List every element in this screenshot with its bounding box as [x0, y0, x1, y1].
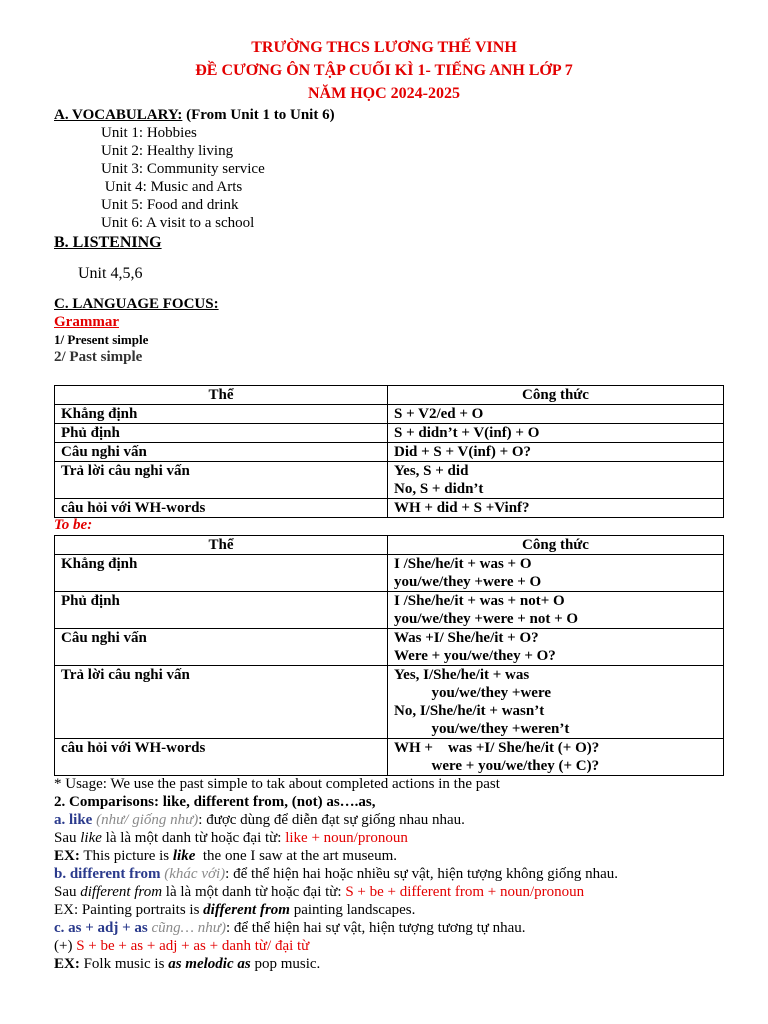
language-focus-heading: C. LANGUAGE FOCUS:	[54, 296, 219, 312]
as-as-label: c. as + adj + as	[54, 920, 148, 936]
different-from-example-post: painting landscapes.	[289, 902, 416, 918]
past-simple-formula-line: WH + did + S +Vinf?	[394, 500, 530, 516]
listening-heading: B. LISTENING	[54, 234, 162, 251]
past-simple-header-form: Thể	[55, 386, 388, 405]
like-text: : được dùng để diễn đạt sự giống nhau nhau.	[198, 812, 465, 828]
past-simple-form-cell: Trả lời câu nghi vấn	[55, 462, 388, 499]
to-be-formula-line: WH + was +I/ She/he/it (+ O)?	[394, 740, 600, 756]
like-example	[54, 848, 397, 865]
like-example-label: EX:	[54, 848, 80, 864]
vocab-unit-5: Unit 5: Food and drink	[101, 197, 239, 213]
as-as-text: : để thể hiện hai sự vật, hiện tượng tương tự nhau.	[225, 920, 526, 936]
different-from-gloss: (khác với)	[160, 866, 226, 882]
as-as-example	[54, 956, 320, 973]
like-rule-pre: Sau	[54, 830, 81, 846]
to-be-formula-line: I /She/he/it + was + not+ O	[394, 593, 565, 609]
past-simple-header-formula: Công thức	[388, 386, 724, 405]
to-be-formula-line: you/we/they +were + O	[394, 574, 542, 590]
vocabulary-note: (From Unit 1 to Unit 6)	[182, 107, 335, 123]
as-as-rule	[54, 938, 309, 955]
to-be-formula-cell	[388, 592, 724, 629]
past-simple-formula-line: Yes, S + did	[394, 463, 469, 479]
to-be-formula-line: you/we/they +were	[394, 685, 551, 701]
different-from-example	[54, 902, 415, 919]
like-rule	[54, 830, 408, 847]
vocab-unit-1: Unit 1: Hobbies	[101, 125, 197, 141]
grammar-heading: Grammar	[54, 314, 119, 330]
like-gloss: (như/ giống như)	[92, 812, 199, 828]
past-simple-formula-cell	[388, 405, 724, 424]
table-row	[55, 424, 724, 443]
to-be-formula-line: you/we/they +weren’t	[394, 721, 570, 737]
different-from-formula: S + be + different from + noun/pronoun	[345, 884, 585, 900]
to-be-header-row	[55, 536, 724, 555]
to-be-form-cell: Trả lời câu nghi vấn	[55, 666, 388, 739]
document-title: ĐỀ CƯƠNG ÔN TẬP CUỐI KÌ 1- TIẾNG ANH LỚP 7	[195, 62, 573, 79]
different-from-text: : để thể hiện hai hoặc nhiều sự vật, hiện tượng không giống nhau.	[225, 866, 619, 882]
to-be-formula-line: I /She/he/it + was + O	[394, 556, 532, 572]
to-be-formula-cell	[388, 555, 724, 592]
to-be-form-cell: Phủ định	[55, 592, 388, 629]
past-simple-form-cell: câu hỏi với WH-words	[55, 499, 388, 518]
usage-note: * Usage: We use the past simple to tak about completed actions in the past	[54, 776, 500, 792]
grammar-item-past-simple: 2/ Past simple	[54, 349, 143, 365]
past-simple-formula-cell	[388, 424, 724, 443]
as-as-example-word: as melodic as	[168, 956, 251, 972]
like-example-post: the one I saw at the art museum.	[195, 848, 397, 864]
as-as-gloss: cũng… như)	[147, 920, 226, 936]
table-row	[55, 555, 724, 592]
different-from-label: b. different from	[54, 866, 161, 882]
past-simple-formula-line: S + V2/ed + O	[394, 406, 484, 422]
different-from-rule	[54, 884, 584, 901]
to-be-formula-line: you/we/they +were + not + O	[394, 611, 579, 627]
past-simple-formula-cell	[388, 462, 724, 499]
like-formula: like + noun/pronoun	[285, 830, 408, 846]
past-simple-formula-line: Did + S + V(inf) + O?	[394, 444, 532, 460]
school-name: TRƯỜNG THCS LƯƠNG THẾ VINH	[251, 39, 517, 56]
past-simple-form-cell: Câu nghi vấn	[55, 443, 388, 462]
past-simple-form-cell: Phủ định	[55, 424, 388, 443]
to-be-formula-line: Were + you/we/they + O?	[394, 648, 556, 664]
like-rule-mid: là là một danh từ hoặc đại từ:	[101, 830, 286, 846]
like-example-word: like	[172, 848, 196, 864]
different-from-rule-pre: Sau	[54, 884, 81, 900]
listening-units: Unit 4,5,6	[78, 265, 143, 282]
to-be-formula-cell	[388, 629, 724, 666]
table-row	[55, 405, 724, 424]
table-row	[55, 739, 724, 776]
table-row	[55, 666, 724, 739]
to-be-heading: To be:	[54, 517, 93, 533]
grammar-item-present-simple: 1/ Present simple	[54, 332, 149, 347]
vocab-unit-2: Unit 2: Healthy living	[101, 143, 234, 159]
table-row	[55, 629, 724, 666]
to-be-formula-line: were + you/we/they (+ C)?	[394, 758, 600, 774]
as-as-example-pre: Folk music is	[79, 956, 169, 972]
past-simple-formula-line: S + didn’t + V(inf) + O	[394, 425, 540, 441]
past-simple-header-row	[55, 386, 724, 405]
different-from-example-pre: EX: Painting portraits is	[54, 902, 204, 918]
like-example-pre: This picture is	[79, 848, 173, 864]
different-from-rule-word: different from	[80, 884, 163, 900]
different-from-definition	[54, 866, 618, 883]
to-be-formula-line: No, I/She/he/it + wasn’t	[394, 703, 545, 719]
vocab-unit-6: Unit 6: A visit to a school	[101, 215, 255, 231]
to-be-formula-cell	[388, 739, 724, 776]
past-simple-formula-line: No, S + didn’t	[394, 481, 484, 497]
table-row	[55, 592, 724, 629]
past-simple-form-cell: Khẳng định	[55, 405, 388, 424]
as-as-rule-pre: (+)	[54, 938, 77, 954]
past-simple-formula-cell	[388, 499, 724, 518]
to-be-formula-line: Was +I/ She/he/it + O?	[394, 630, 539, 646]
as-as-example-post: pop music.	[250, 956, 321, 972]
like-definition	[54, 812, 465, 829]
table-row	[55, 443, 724, 462]
like-rule-word: like	[80, 830, 102, 846]
to-be-table	[54, 535, 724, 776]
different-from-example-word: different from	[203, 902, 290, 918]
vocabulary-heading-line	[54, 107, 335, 124]
to-be-formula-line: Yes, I/She/he/it + was	[394, 667, 530, 683]
to-be-form-cell: Câu nghi vấn	[55, 629, 388, 666]
to-be-header-formula: Công thức	[388, 536, 724, 555]
to-be-form-cell: câu hỏi với WH-words	[55, 739, 388, 776]
vocab-unit-3: Unit 3: Community service	[101, 161, 265, 177]
past-simple-table	[54, 385, 724, 518]
to-be-formula-cell	[388, 666, 724, 739]
as-as-example-label: EX:	[54, 956, 80, 972]
past-simple-formula-cell	[388, 443, 724, 462]
vocabulary-heading: A. VOCABULARY:	[54, 107, 183, 123]
comparisons-heading: 2. Comparisons: like, different from, (not) as….as,	[54, 794, 376, 810]
school-year: NĂM HỌC 2024-2025	[308, 85, 460, 102]
vocab-unit-4: Unit 4: Music and Arts	[101, 179, 243, 195]
as-as-definition	[54, 920, 526, 937]
to-be-form-cell: Khẳng định	[55, 555, 388, 592]
table-row	[55, 499, 724, 518]
table-row	[55, 462, 724, 499]
like-label: a. like	[54, 812, 93, 828]
different-from-rule-mid: là là một danh từ hoặc đại từ:	[162, 884, 346, 900]
as-as-formula: S + be + as + adj + as + danh từ/ đại từ	[76, 938, 310, 954]
to-be-header-form: Thể	[55, 536, 388, 555]
